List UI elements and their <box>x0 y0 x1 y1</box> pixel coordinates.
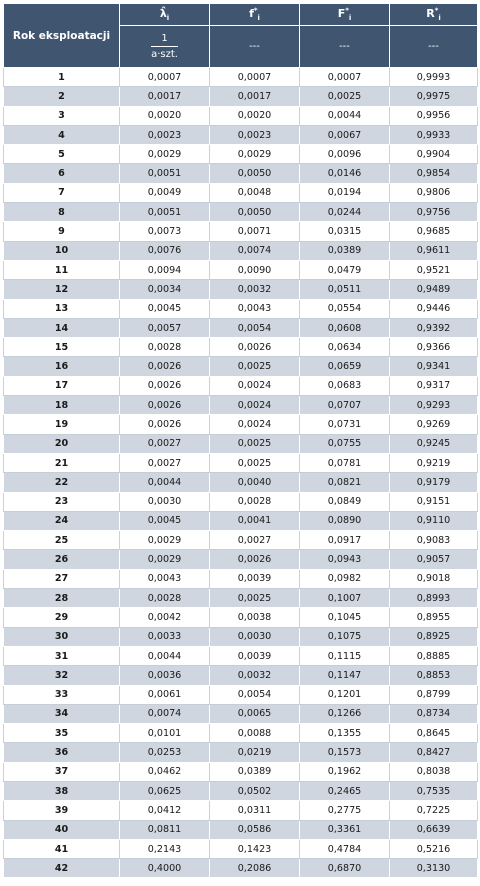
cell-f: 0,0043 <box>210 299 300 318</box>
cell-F: 0,2465 <box>300 781 390 800</box>
cell-F: 0,0821 <box>300 473 390 492</box>
cell-year: 41 <box>4 839 120 858</box>
cell-F: 0,0096 <box>300 145 390 164</box>
cell-lambda: 0,0027 <box>120 434 210 453</box>
table-row <box>4 762 478 781</box>
cell-f: 0,0020 <box>210 106 300 125</box>
table-row <box>4 839 478 858</box>
cell-f: 0,0038 <box>210 608 300 627</box>
cell-year: 15 <box>4 338 120 357</box>
cell-R: 0,9489 <box>390 280 478 299</box>
cell-f: 0,0007 <box>210 68 300 87</box>
cell-R: 0,5216 <box>390 839 478 858</box>
cell-R: 0,9392 <box>390 318 478 337</box>
table-row <box>4 627 478 646</box>
cell-year: 9 <box>4 222 120 241</box>
cell-f: 0,0219 <box>210 743 300 762</box>
cell-F: 0,0755 <box>300 434 390 453</box>
F-sub: i <box>348 14 352 23</box>
header-rok-eksploatacji: Rok eksploatacji <box>4 4 120 68</box>
table-row <box>4 743 478 762</box>
cell-F: 0,0982 <box>300 569 390 588</box>
f-sup: * <box>253 6 258 15</box>
cell-F: 0,1147 <box>300 666 390 685</box>
cell-F: 0,1573 <box>300 743 390 762</box>
cell-year: 3 <box>4 106 120 125</box>
table-row <box>4 724 478 743</box>
cell-R: 0,8955 <box>390 608 478 627</box>
cell-F: 0,0007 <box>300 68 390 87</box>
header-R <box>390 4 478 26</box>
cell-year: 17 <box>4 376 120 395</box>
cell-year: 5 <box>4 145 120 164</box>
cell-R: 0,8038 <box>390 762 478 781</box>
cell-lambda: 0,0028 <box>120 338 210 357</box>
cell-lambda: 0,0043 <box>120 569 210 588</box>
table-row <box>4 318 478 337</box>
cell-lambda: 0,0073 <box>120 222 210 241</box>
cell-year: 19 <box>4 415 120 434</box>
cell-lambda: 0,0030 <box>120 492 210 511</box>
table-body <box>4 68 478 878</box>
cell-lambda: 0,2143 <box>120 839 210 858</box>
cell-R: 0,9904 <box>390 145 478 164</box>
cell-R: 0,8645 <box>390 724 478 743</box>
cell-F: 0,0479 <box>300 260 390 279</box>
cell-year: 22 <box>4 473 120 492</box>
cell-F: 0,0554 <box>300 299 390 318</box>
unit-denominator: a·szt. <box>151 49 178 60</box>
cell-R: 0,9806 <box>390 183 478 202</box>
cell-year: 35 <box>4 724 120 743</box>
cell-lambda: 0,0045 <box>120 299 210 318</box>
cell-f: 0,0025 <box>210 357 300 376</box>
cell-R: 0,7535 <box>390 781 478 800</box>
cell-lambda: 0,0051 <box>120 203 210 222</box>
cell-f: 0,0586 <box>210 820 300 839</box>
table-row <box>4 589 478 608</box>
unit-f: --- <box>210 26 300 68</box>
cell-R: 0,9269 <box>390 415 478 434</box>
cell-lambda: 0,0029 <box>120 531 210 550</box>
table-row <box>4 434 478 453</box>
cell-F: 0,4784 <box>300 839 390 858</box>
cell-year: 27 <box>4 569 120 588</box>
table-row <box>4 511 478 530</box>
cell-f: 0,0017 <box>210 87 300 106</box>
table-row <box>4 241 478 260</box>
table-row <box>4 280 478 299</box>
cell-f: 0,0054 <box>210 318 300 337</box>
cell-F: 0,0683 <box>300 376 390 395</box>
cell-F: 0,2775 <box>300 801 390 820</box>
cell-f: 0,0032 <box>210 666 300 685</box>
cell-year: 2 <box>4 87 120 106</box>
cell-F: 0,1075 <box>300 627 390 646</box>
R-sub: i <box>438 14 441 23</box>
cell-lambda: 0,0026 <box>120 376 210 395</box>
table-row <box>4 164 478 183</box>
cell-year: 14 <box>4 318 120 337</box>
cell-year: 23 <box>4 492 120 511</box>
cell-R: 0,9854 <box>390 164 478 183</box>
cell-F: 0,0025 <box>300 87 390 106</box>
cell-f: 0,0026 <box>210 550 300 569</box>
cell-lambda: 0,0034 <box>120 280 210 299</box>
cell-lambda: 0,0412 <box>120 801 210 820</box>
f-symbol: f <box>249 7 254 21</box>
table-row <box>4 704 478 723</box>
cell-year: 24 <box>4 511 120 530</box>
table-row <box>4 685 478 704</box>
R-sup: * <box>434 6 439 15</box>
cell-F: 0,0634 <box>300 338 390 357</box>
cell-R: 0,8427 <box>390 743 478 762</box>
cell-lambda: 0,0026 <box>120 396 210 415</box>
cell-R: 0,9057 <box>390 550 478 569</box>
cell-R: 0,9151 <box>390 492 478 511</box>
cell-F: 0,0389 <box>300 241 390 260</box>
cell-year: 16 <box>4 357 120 376</box>
table-row <box>4 608 478 627</box>
header-f <box>210 4 300 26</box>
cell-lambda: 0,0811 <box>120 820 210 839</box>
cell-R: 0,9179 <box>390 473 478 492</box>
cell-R: 0,9366 <box>390 338 478 357</box>
table-row <box>4 415 478 434</box>
cell-lambda: 0,0036 <box>120 666 210 685</box>
cell-f: 0,0389 <box>210 762 300 781</box>
cell-F: 0,6870 <box>300 859 390 878</box>
cell-f: 0,0027 <box>210 531 300 550</box>
cell-year: 42 <box>4 859 120 878</box>
cell-f: 0,0029 <box>210 145 300 164</box>
lambda-sub: i <box>166 14 170 23</box>
cell-F: 0,0146 <box>300 164 390 183</box>
unit-F: --- <box>300 26 390 68</box>
cell-year: 18 <box>4 396 120 415</box>
cell-f: 0,0048 <box>210 183 300 202</box>
cell-year: 40 <box>4 820 120 839</box>
cell-lambda: 0,0051 <box>120 164 210 183</box>
cell-f: 0,0040 <box>210 473 300 492</box>
cell-F: 0,0315 <box>300 222 390 241</box>
cell-lambda: 0,0101 <box>120 724 210 743</box>
table-row <box>4 396 478 415</box>
cell-F: 0,0067 <box>300 125 390 144</box>
cell-f: 0,0071 <box>210 222 300 241</box>
cell-f: 0,0025 <box>210 434 300 453</box>
cell-year: 13 <box>4 299 120 318</box>
cell-F: 0,0890 <box>300 511 390 530</box>
cell-F: 0,1962 <box>300 762 390 781</box>
F-sup: * <box>345 6 349 15</box>
cell-year: 30 <box>4 627 120 646</box>
cell-F: 0,0608 <box>300 318 390 337</box>
cell-year: 26 <box>4 550 120 569</box>
cell-R: 0,9446 <box>390 299 478 318</box>
table-row <box>4 68 478 87</box>
f-sub: i <box>257 14 260 23</box>
cell-lambda: 0,0007 <box>120 68 210 87</box>
cell-year: 25 <box>4 531 120 550</box>
table-row <box>4 473 478 492</box>
cell-f: 0,0032 <box>210 280 300 299</box>
table-row <box>4 222 478 241</box>
cell-year: 4 <box>4 125 120 144</box>
cell-R: 0,8799 <box>390 685 478 704</box>
cell-f: 0,0088 <box>210 724 300 743</box>
cell-f: 0,0039 <box>210 569 300 588</box>
table-row <box>4 569 478 588</box>
cell-f: 0,0024 <box>210 396 300 415</box>
cell-R: 0,9293 <box>390 396 478 415</box>
cell-R: 0,9245 <box>390 434 478 453</box>
cell-f: 0,0502 <box>210 781 300 800</box>
table-row <box>4 260 478 279</box>
cell-year: 38 <box>4 781 120 800</box>
table-row <box>4 453 478 472</box>
cell-year: 37 <box>4 762 120 781</box>
cell-R: 0,9110 <box>390 511 478 530</box>
cell-R: 0,8993 <box>390 589 478 608</box>
cell-year: 8 <box>4 203 120 222</box>
cell-lambda: 0,0044 <box>120 473 210 492</box>
cell-F: 0,1201 <box>300 685 390 704</box>
cell-R: 0,9993 <box>390 68 478 87</box>
unit-fraction <box>151 32 178 61</box>
header-F <box>300 4 390 26</box>
cell-R: 0,9611 <box>390 241 478 260</box>
table-row <box>4 801 478 820</box>
table-row <box>4 338 478 357</box>
table-row <box>4 145 478 164</box>
cell-f: 0,0025 <box>210 453 300 472</box>
table-row <box>4 87 478 106</box>
cell-F: 0,1355 <box>300 724 390 743</box>
cell-lambda: 0,0074 <box>120 704 210 723</box>
cell-F: 0,1266 <box>300 704 390 723</box>
cell-year: 1 <box>4 68 120 87</box>
cell-lambda: 0,0028 <box>120 589 210 608</box>
cell-lambda: 0,0076 <box>120 241 210 260</box>
cell-R: 0,8853 <box>390 666 478 685</box>
reliability-table <box>3 3 478 878</box>
reliability-table-container <box>3 3 477 878</box>
table-row <box>4 492 478 511</box>
cell-F: 0,0707 <box>300 396 390 415</box>
table-row <box>4 106 478 125</box>
cell-year: 6 <box>4 164 120 183</box>
cell-lambda: 0,0020 <box>120 106 210 125</box>
cell-f: 0,0030 <box>210 627 300 646</box>
cell-year: 20 <box>4 434 120 453</box>
cell-F: 0,1007 <box>300 589 390 608</box>
cell-f: 0,0050 <box>210 203 300 222</box>
cell-year: 12 <box>4 280 120 299</box>
cell-f: 0,0074 <box>210 241 300 260</box>
unit-R: --- <box>390 26 478 68</box>
cell-year: 10 <box>4 241 120 260</box>
cell-lambda: 0,0017 <box>120 87 210 106</box>
table-row <box>4 781 478 800</box>
F-symbol: F <box>337 7 346 21</box>
cell-F: 0,0731 <box>300 415 390 434</box>
cell-year: 7 <box>4 183 120 202</box>
cell-lambda: 0,0044 <box>120 646 210 665</box>
cell-f: 0,0054 <box>210 685 300 704</box>
cell-f: 0,0090 <box>210 260 300 279</box>
cell-F: 0,0849 <box>300 492 390 511</box>
cell-year: 28 <box>4 589 120 608</box>
cell-R: 0,9219 <box>390 453 478 472</box>
cell-year: 36 <box>4 743 120 762</box>
cell-f: 0,0028 <box>210 492 300 511</box>
cell-f: 0,2086 <box>210 859 300 878</box>
cell-F: 0,1045 <box>300 608 390 627</box>
cell-F: 0,0781 <box>300 453 390 472</box>
table-row <box>4 299 478 318</box>
cell-F: 0,0943 <box>300 550 390 569</box>
table-row <box>4 183 478 202</box>
cell-R: 0,9018 <box>390 569 478 588</box>
table-row <box>4 376 478 395</box>
cell-f: 0,0041 <box>210 511 300 530</box>
cell-F: 0,0244 <box>300 203 390 222</box>
cell-f: 0,0024 <box>210 376 300 395</box>
unit-lambda <box>120 26 210 68</box>
cell-R: 0,3130 <box>390 859 478 878</box>
cell-f: 0,0025 <box>210 589 300 608</box>
cell-lambda: 0,0026 <box>120 357 210 376</box>
cell-F: 0,0044 <box>300 106 390 125</box>
cell-year: 11 <box>4 260 120 279</box>
cell-lambda: 0,0045 <box>120 511 210 530</box>
header-row-symbols <box>4 4 478 26</box>
cell-R: 0,9685 <box>390 222 478 241</box>
table-header <box>4 4 478 68</box>
cell-R: 0,9083 <box>390 531 478 550</box>
cell-lambda: 0,0033 <box>120 627 210 646</box>
cell-f: 0,0023 <box>210 125 300 144</box>
cell-R: 0,7225 <box>390 801 478 820</box>
cell-R: 0,6639 <box>390 820 478 839</box>
cell-year: 32 <box>4 666 120 685</box>
cell-F: 0,1115 <box>300 646 390 665</box>
cell-F: 0,0659 <box>300 357 390 376</box>
cell-f: 0,1423 <box>210 839 300 858</box>
table-row <box>4 531 478 550</box>
table-row <box>4 125 478 144</box>
header-lambda <box>120 4 210 26</box>
table-row <box>4 357 478 376</box>
R-symbol: R <box>426 7 435 21</box>
table-row <box>4 820 478 839</box>
cell-f: 0,0065 <box>210 704 300 723</box>
cell-R: 0,8734 <box>390 704 478 723</box>
cell-F: 0,0917 <box>300 531 390 550</box>
cell-F: 0,0194 <box>300 183 390 202</box>
cell-R: 0,8885 <box>390 646 478 665</box>
lambda-symbol: λ̂ <box>159 6 167 20</box>
cell-lambda: 0,0029 <box>120 550 210 569</box>
cell-year: 34 <box>4 704 120 723</box>
cell-f: 0,0026 <box>210 338 300 357</box>
cell-lambda: 0,0462 <box>120 762 210 781</box>
cell-year: 31 <box>4 646 120 665</box>
cell-year: 33 <box>4 685 120 704</box>
cell-f: 0,0024 <box>210 415 300 434</box>
cell-lambda: 0,4000 <box>120 859 210 878</box>
cell-F: 0,0511 <box>300 280 390 299</box>
cell-f: 0,0311 <box>210 801 300 820</box>
cell-f: 0,0050 <box>210 164 300 183</box>
cell-R: 0,9521 <box>390 260 478 279</box>
cell-R: 0,9317 <box>390 376 478 395</box>
cell-F: 0,3361 <box>300 820 390 839</box>
cell-R: 0,8925 <box>390 627 478 646</box>
cell-lambda: 0,0061 <box>120 685 210 704</box>
unit-numerator: 1 <box>151 32 178 47</box>
cell-f: 0,0039 <box>210 646 300 665</box>
cell-lambda: 0,0026 <box>120 415 210 434</box>
table-row <box>4 859 478 878</box>
table-row <box>4 646 478 665</box>
cell-R: 0,9756 <box>390 203 478 222</box>
cell-year: 39 <box>4 801 120 820</box>
cell-lambda: 0,0042 <box>120 608 210 627</box>
cell-R: 0,9956 <box>390 106 478 125</box>
cell-R: 0,9975 <box>390 87 478 106</box>
cell-lambda: 0,0023 <box>120 125 210 144</box>
table-row <box>4 203 478 222</box>
cell-lambda: 0,0094 <box>120 260 210 279</box>
cell-year: 29 <box>4 608 120 627</box>
cell-R: 0,9933 <box>390 125 478 144</box>
cell-lambda: 0,0029 <box>120 145 210 164</box>
table-row <box>4 550 478 569</box>
cell-year: 21 <box>4 453 120 472</box>
cell-R: 0,9341 <box>390 357 478 376</box>
cell-lambda: 0,0049 <box>120 183 210 202</box>
cell-lambda: 0,0253 <box>120 743 210 762</box>
table-row <box>4 666 478 685</box>
cell-lambda: 0,0027 <box>120 453 210 472</box>
cell-lambda: 0,0057 <box>120 318 210 337</box>
cell-lambda: 0,0625 <box>120 781 210 800</box>
